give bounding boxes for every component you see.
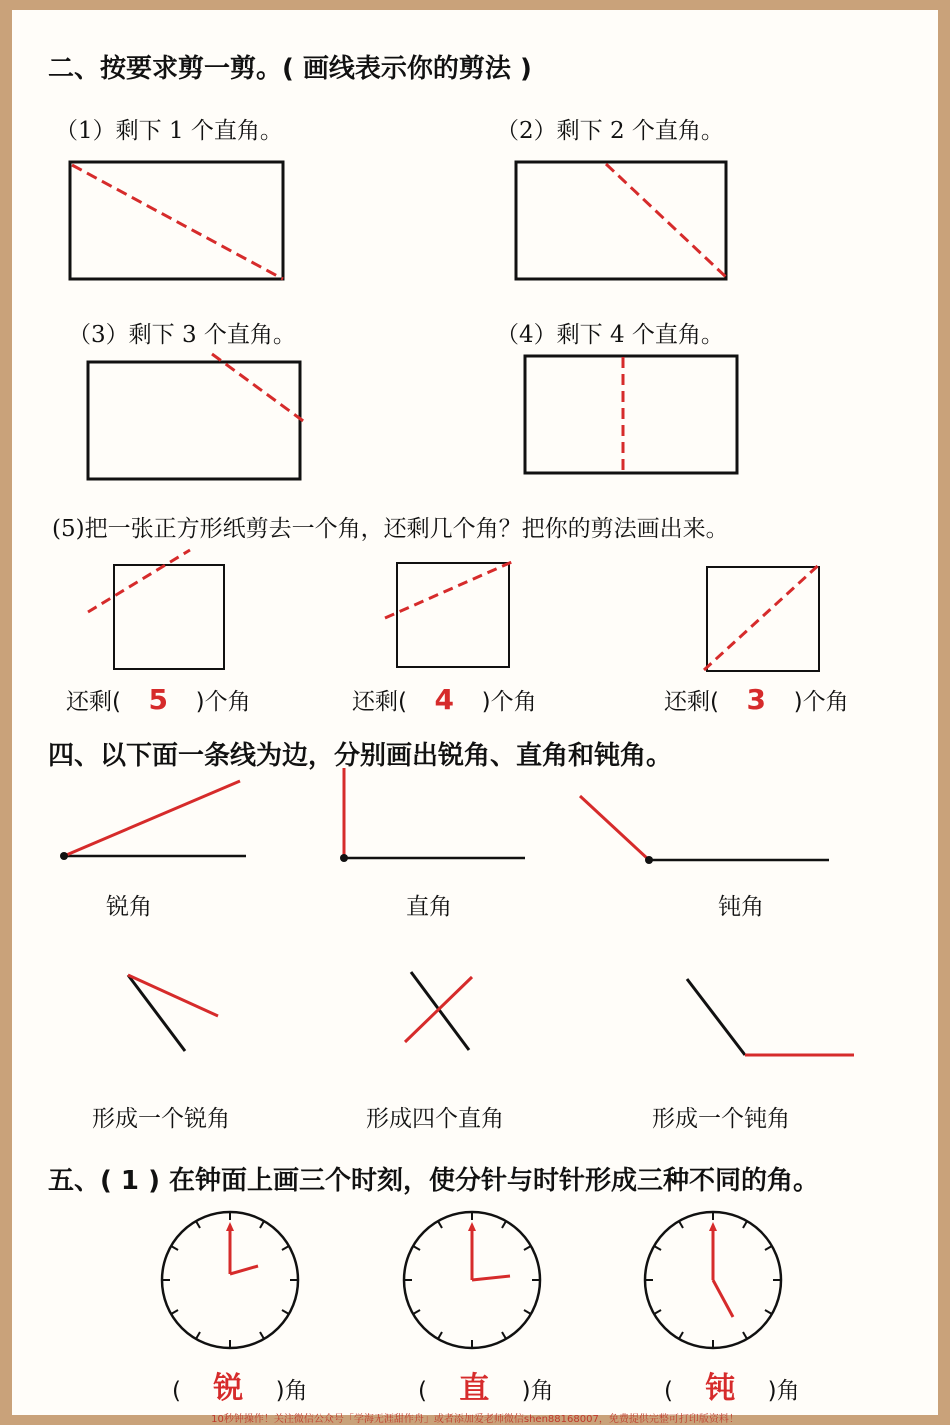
clock-tick xyxy=(524,1246,531,1250)
cut-line-q2 xyxy=(606,164,726,277)
question-5: (5)把一张正方形纸剪去一个角，还剩几个角？把你的剪法画出来。 xyxy=(52,516,729,542)
clock-tick xyxy=(171,1310,178,1314)
angle-label-obtuse: 钝角 xyxy=(718,894,764,920)
remain-label-2: 还剩( 4 )个角 xyxy=(352,683,537,716)
rect-q1 xyxy=(70,162,283,279)
ray-acute xyxy=(64,781,240,856)
clock-tick xyxy=(171,1246,178,1250)
question-2: （2）剩下 2 个直角。 xyxy=(496,118,724,144)
remain-label-3: 还剩( 3 )个角 xyxy=(664,683,849,716)
square-1 xyxy=(114,565,224,669)
minute-hand-arrow xyxy=(709,1222,717,1231)
clock-group xyxy=(162,1212,781,1348)
clock-tick xyxy=(743,1332,747,1339)
clock-tick xyxy=(502,1332,506,1339)
clock-tick xyxy=(679,1221,683,1228)
ray-obtuse xyxy=(580,796,649,860)
form-label-acute: 形成一个锐角 xyxy=(92,1106,230,1132)
clock-answer-obtuse: 钝 xyxy=(705,1371,736,1406)
clock-tick xyxy=(743,1221,747,1228)
clock-tick xyxy=(438,1332,442,1339)
minute-hand-arrow xyxy=(226,1222,234,1231)
minute-hand-arrow xyxy=(468,1222,476,1231)
form-cross-black xyxy=(411,972,469,1050)
section-2-title: 二、按要求剪一剪。( 画线表示你的剪法 ) xyxy=(48,54,532,84)
question-4: （4）剩下 4 个直角。 xyxy=(496,322,724,348)
clock-obtuse xyxy=(645,1212,781,1348)
clock-answer-1: ( 锐 )角 xyxy=(172,1363,308,1407)
clock-tick xyxy=(654,1310,661,1314)
clock-answer-2: ( 直 )角 xyxy=(418,1363,554,1407)
question-1: （1）剩下 1 个直角。 xyxy=(55,118,283,144)
clock-tick xyxy=(260,1332,264,1339)
form-label-four-right: 形成四个直角 xyxy=(366,1106,504,1132)
section-5-title: 五、( 1 ) 在钟面上画三个时刻，使分针与时针形成三种不同的角。 xyxy=(48,1166,820,1196)
clock-tick xyxy=(413,1310,420,1314)
cut-line-square-2 xyxy=(385,561,514,618)
cut-line-square-1 xyxy=(88,550,190,612)
clock-answer-right: 直 xyxy=(459,1371,490,1406)
rect-q4 xyxy=(525,356,737,473)
clock-right xyxy=(404,1212,540,1348)
question-3: （3）剩下 3 个直角。 xyxy=(68,322,296,348)
clock-tick xyxy=(765,1246,772,1250)
remain-answer-1: 5 xyxy=(148,683,169,716)
clock-tick xyxy=(196,1332,200,1339)
clock-tick xyxy=(282,1246,289,1250)
angle-label-right: 直角 xyxy=(406,894,452,920)
clock-tick xyxy=(413,1246,420,1250)
clock-answer-3: ( 钝 )角 xyxy=(664,1363,800,1407)
remain-answer-2: 4 xyxy=(434,683,455,716)
hour-hand xyxy=(472,1276,510,1280)
clock-acute xyxy=(162,1212,298,1348)
square-2 xyxy=(397,563,509,667)
rect-q3 xyxy=(88,362,300,479)
clock-tick xyxy=(282,1310,289,1314)
clock-tick xyxy=(260,1221,264,1228)
hour-hand xyxy=(230,1266,258,1274)
clock-tick xyxy=(524,1310,531,1314)
clock-answer-acute: 锐 xyxy=(213,1371,244,1406)
clock-tick xyxy=(438,1221,442,1228)
angle-label-acute: 锐角 xyxy=(106,894,152,920)
remain-label-1: 还剩( 5 )个角 xyxy=(66,683,251,716)
vertex-acute xyxy=(60,852,68,860)
form-cross-red xyxy=(405,977,472,1042)
square-3 xyxy=(707,567,819,671)
vertex-obtuse xyxy=(645,856,653,864)
cut-line-q3 xyxy=(212,354,306,423)
remain-answer-3: 3 xyxy=(746,683,767,716)
form-label-obtuse: 形成一个钝角 xyxy=(652,1106,790,1132)
vertex-right xyxy=(340,854,348,862)
form-obtuse-black xyxy=(687,979,745,1055)
cut-line-square-3 xyxy=(704,562,822,670)
clock-tick xyxy=(654,1246,661,1250)
clock-tick xyxy=(765,1310,772,1314)
section-4-title: 四、以下面一条线为边，分别画出锐角、直角和钝角。 xyxy=(48,741,673,771)
footer-note: 10秒钟操作！关注微信公众号「学海无涯甜作舟」或者添加爱老师微信shen88168007，免费提供完整可打印版资料！ xyxy=(211,1414,739,1425)
cut-line-q1 xyxy=(72,165,283,279)
clock-tick xyxy=(679,1332,683,1339)
hour-hand xyxy=(713,1280,733,1317)
clock-tick xyxy=(502,1221,506,1228)
clock-tick xyxy=(196,1221,200,1228)
